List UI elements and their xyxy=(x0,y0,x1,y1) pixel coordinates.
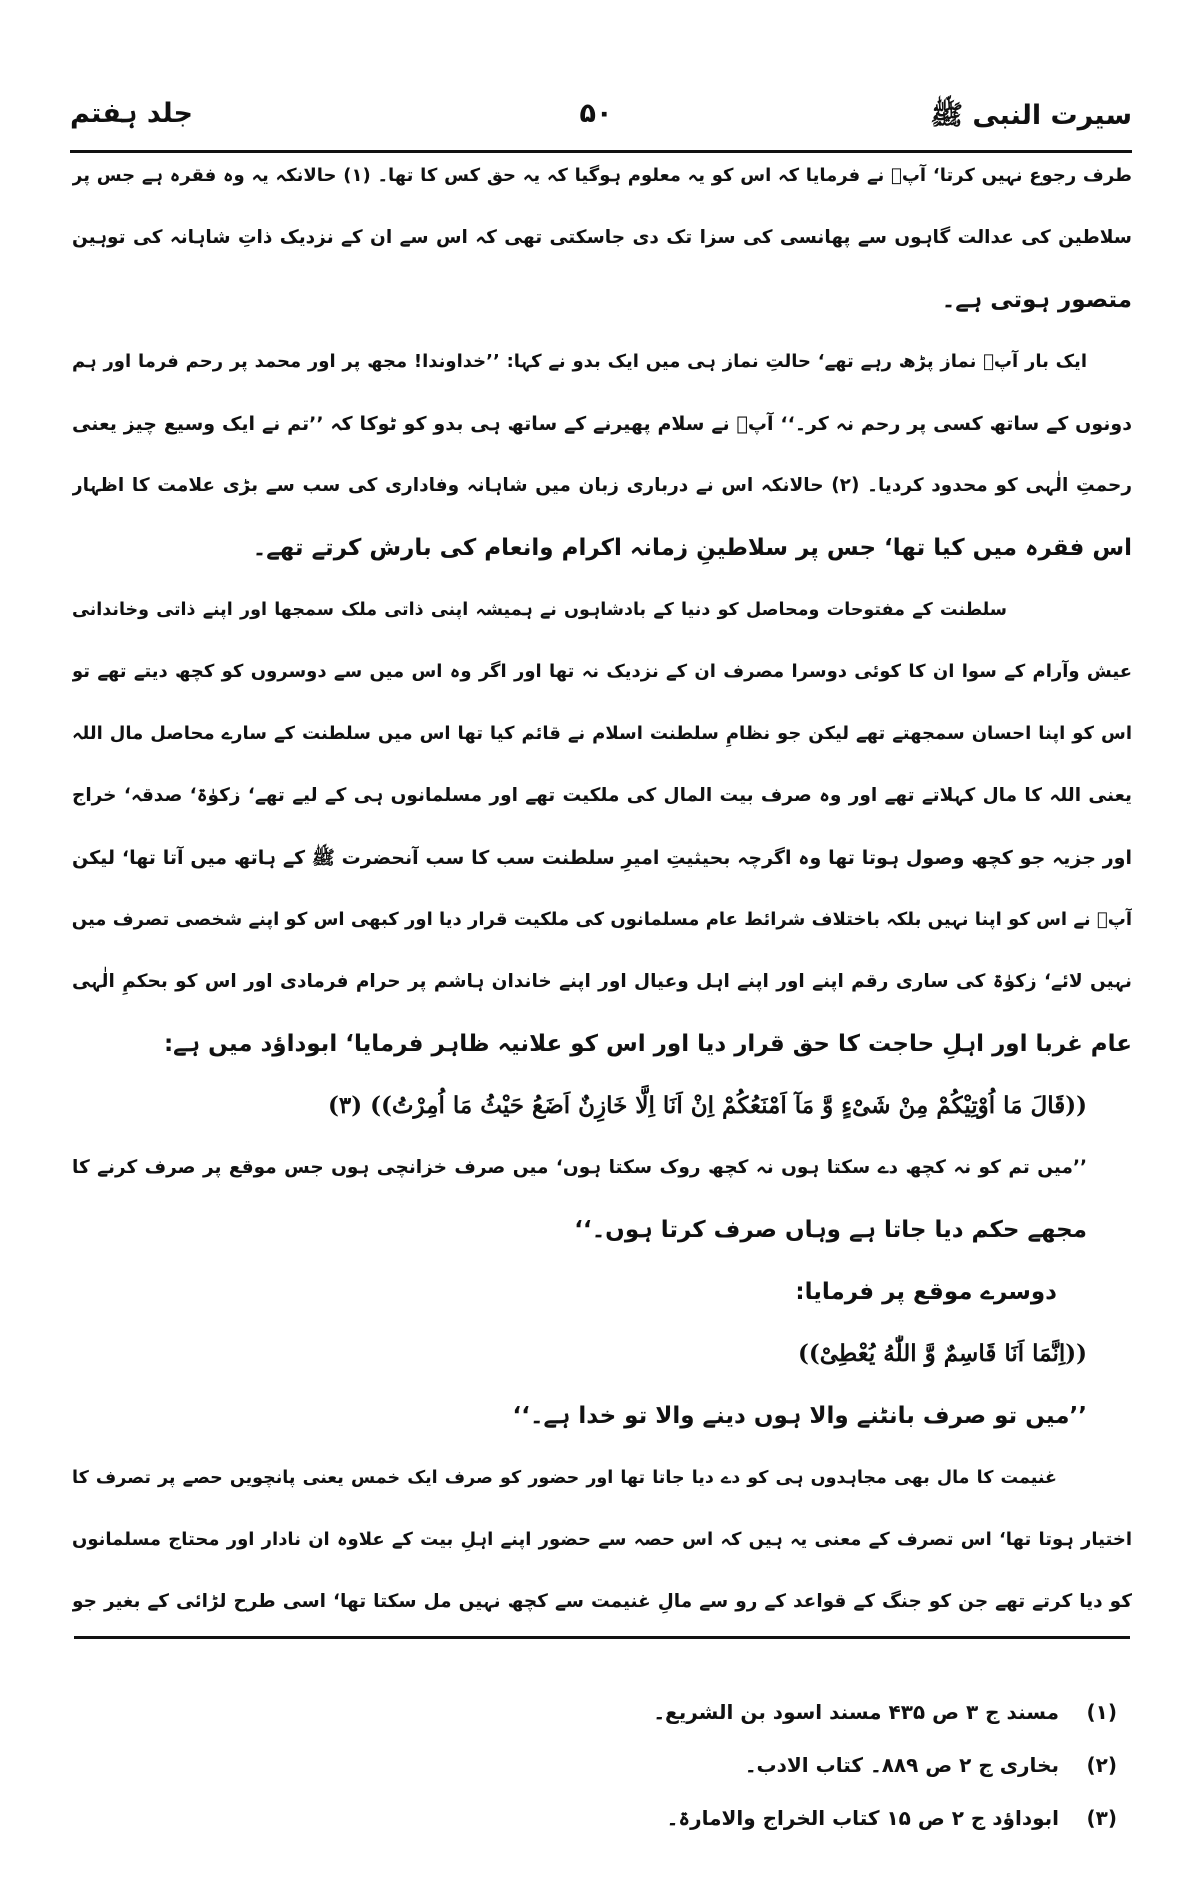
footnote xyxy=(653,1743,1117,1796)
footnote-text: بخاری ج ۲ ص ۸۸۹۔ کتاب الادب۔ xyxy=(744,1753,1059,1777)
text-line: یعنی اللہ کا مال کہلاتے تھے اور وہ صرف بیت المال کی ملکیت تھے اور مسلمانوں ہی کے لیے تھے‘ زکوٰۃ‘ صدقہ‘ خراج xyxy=(72,785,1132,806)
arabic-quote-line: ((قَالَ مَا اُوْتِیْکُمْ مِنْ شَیْءٍ وَّ مَآ اَمْنَعُکُمْ اِنْ اَنَا اِلَّا خَازِنٌ اَضَعُ حَیْثُ مَا اُمِرْتُ)) (۳) xyxy=(327,1092,1087,1119)
text-line: اس فقرہ میں کیا تھا‘ جس پر سلاطینِ زمانہ اکرام وانعام کی بارش کرتے تھے۔ xyxy=(252,535,1132,561)
text-line: رحمتِ الٰہی کو محدود کردیا۔ (۲) حالانکہ اس نے درباری زبان میں شاہانہ وفاداری کی سب سے بڑی علامت کا اظہار xyxy=(72,475,1132,496)
footnote xyxy=(653,1690,1117,1743)
text-line: طرف رجوع نہیں کرتا‘ آپؐ نے فرمایا کہ اس کو یہ معلوم ہوگیا کہ یہ حق کس کا تھا۔ (۱) حالانکہ یہ وہ فقرہ ہے جس پر xyxy=(72,165,1132,186)
body-text xyxy=(72,145,1132,1633)
text-line: اس کو اپنا احسان سمجھتے تھے لیکن جو نظامِ سلطنت اسلام نے قائم کیا تھا اس میں سلطنت کے سارے محاصل مال اللہ xyxy=(72,723,1132,744)
text-line: ’’میں تم کو نہ کچھ دے سکتا ہوں نہ کچھ روک سکتا ہوں‘ میں صرف خزانچی ہوں جس موقع پر صرف کرنے کا xyxy=(72,1157,1087,1178)
footnote-text: ابوداؤد ج ۲ ص ۱۵ کتاب الخراج والامارۃ۔ xyxy=(666,1806,1059,1830)
footnote-rule xyxy=(74,1636,1130,1639)
text-line: اور جزیہ جو کچھ وصول ہوتا تھا وہ اگرچہ بحیثیتِ امیرِ سلطنت سب کا سب آنحضرت ﷺ کے ہاتھ میں آتا تھا‘ لیکن xyxy=(72,847,1132,869)
text-line: سلاطین کی عدالت گاہوں سے پھانسی کی سزا تک دی جاسکتی تھی کہ اس سے ان کے نزدیک ذاتِ شاہانہ کی توہین xyxy=(72,227,1132,248)
text-line: متصور ہوتی ہے۔ xyxy=(941,287,1132,313)
footnote-number: (۱) xyxy=(1086,1700,1117,1724)
text-line: مجھے حکم دیا جاتا ہے وہاں صرف کرتا ہوں۔‘‘ xyxy=(574,1217,1087,1243)
text-line: ایک بار آپؐ نماز پڑھ رہے تھے‘ حالتِ نماز ہی میں ایک بدو نے کہا: ’’خداوندا! مجھ پر اور محمد پر رحم فرما اور ہم xyxy=(72,351,1087,372)
footnote xyxy=(653,1796,1117,1849)
text-line: ’’میں تو صرف بانٹنے والا ہوں دینے والا تو خدا ہے۔‘‘ xyxy=(512,1403,1087,1429)
footnote-number: (۲) xyxy=(1086,1753,1117,1777)
text-line: عام غربا اور اہلِ حاجت کا حق قرار دیا اور اس کو علانیہ ظاہر فرمایا‘ ابوداؤد میں ہے: xyxy=(163,1031,1132,1057)
text-line: کو دیا کرتے تھے جن کو جنگ کے قواعد کے رو سے مالِ غنیمت سے کچھ نہیں مل سکتا تھا‘ اسی طرح لڑائی کے بغیر جو xyxy=(72,1591,1132,1612)
text-line: آپؐ نے اس کو اپنا نہیں بلکہ باختلاف شرائط عام مسلمانوں کی ملکیت قرار دیا اور کبھی اس کو اپنے شخصی تصرف میں xyxy=(72,909,1132,930)
text-line: غنیمت کا مال بھی مجاہدوں ہی کو دے دیا جاتا تھا اور حضور کو صرف ایک خمس یعنی پانچویں حصے پر تصرف کا xyxy=(72,1468,1057,1488)
text-line: اختیار ہوتا تھا‘ اس تصرف کے معنی یہ ہیں کہ اس حصہ سے حضور اپنے اہلِ بیت کے علاوہ ان نادار اور محتاج مسلمانوں xyxy=(72,1529,1132,1550)
book-title: سیرت النبی ﷺ xyxy=(930,100,1132,131)
text-line: نہیں لائے‘ زکوٰۃ کی ساری رقم اپنے اور اپنے اہل وعیال اور اپنے خاندان ہاشم پر حرام فرمادی اور اس کو بحکمِ الٰہی xyxy=(72,971,1132,992)
arabic-quote-line: ((اِنَّمَا اَنَا قَاسِمٌ وَّ اللّٰهُ یُعْطِیْ)) xyxy=(797,1340,1087,1367)
text-line: عیش وآرام کے سوا ان کا کوئی دوسرا مصرف ان کے نزدیک نہ تھا اور اگر وہ اس میں سے دوسروں کو کچھ دیتے تھے تو xyxy=(72,661,1132,682)
text-line: دونوں کے ساتھ کسی پر رحم نہ کر۔‘‘ آپؐ نے سلام پھیرنے کے ساتھ ہی بدو کو ٹوکا کہ ’’تم نے ایک وسیع چیز یعنی xyxy=(72,413,1132,435)
text-line: سلطنت کے مفتوحات ومحاصل کو دنیا کے بادشاہوں نے ہمیشہ اپنی ذاتی ملک سمجھا اور اپنے ذاتی وخاندانی xyxy=(72,600,1007,620)
text-line: دوسرے موقع پر فرمایا: xyxy=(795,1279,1057,1305)
footnote-text: مسند ج ۳ ص ۴۳۵ مسند اسود بن الشریع۔ xyxy=(653,1700,1059,1724)
footnotes xyxy=(653,1690,1117,1849)
page-number: ۵۰ xyxy=(579,98,613,129)
volume-label: جلد ہفتم xyxy=(70,98,193,129)
footnote-number: (۳) xyxy=(1086,1806,1117,1830)
